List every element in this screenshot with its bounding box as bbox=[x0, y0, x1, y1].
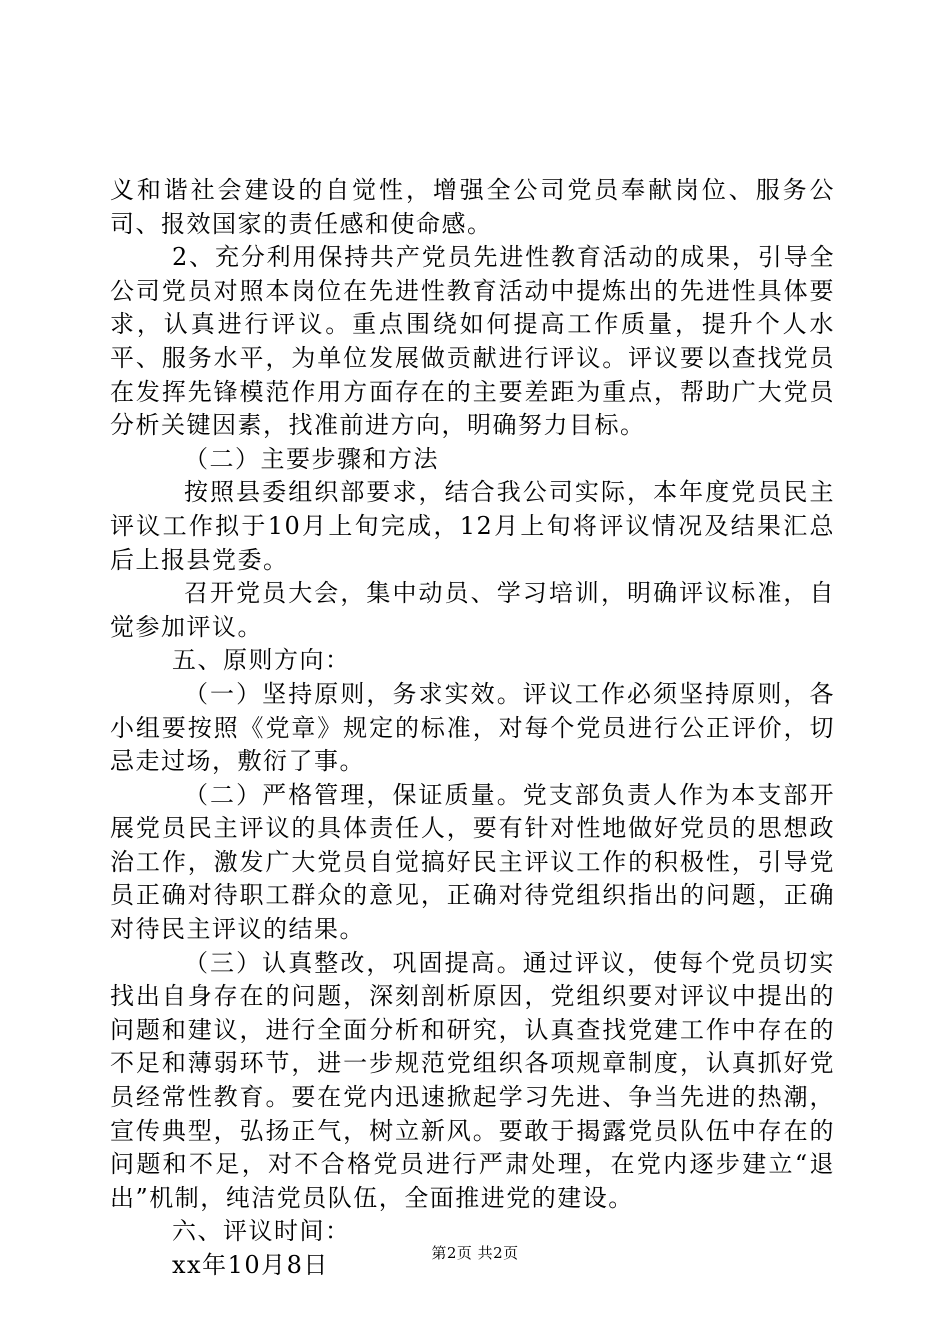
paragraph-principle-1: （一）坚持原则，务求实效。评议工作必须坚持原则，各小组要按照《党章》规定的标准，对每个党员进行公正评价，切忌走过场，敷衍了事。 bbox=[110, 679, 835, 776]
subheading-steps-and-methods: （二）主要步骤和方法 bbox=[184, 444, 439, 473]
heading-review-time: 六、评议时间： bbox=[172, 1217, 351, 1246]
paragraph-continuation: 义和谐社会建设的自觉性，增强全公司党员奉献岗位、服务公司、报效国家的责任感和使命感。 bbox=[110, 176, 835, 238]
heading-principles: 五、原则方向： bbox=[172, 646, 351, 675]
paragraph-principle-2: （二）严格管理，保证质量。党支部负责人作为本支部开展党员民主评议的具体责任人，要有针对性地做好党员的思想政治工作，激发广大党员自觉搞好民主评议工作的积极性，引导党员正确对待职工群众的意见，正确对待党组织指出的问题，正确对待民主评议的结果。 bbox=[110, 780, 835, 944]
document-body bbox=[110, 174, 835, 1283]
paragraph-principle-3: （三）认真整改，巩固提高。通过评议，使每个党员切实找出自身存在的问题，深刻剖析原因，党组织要对评议中提出的问题和建议，进行全面分析和研究，认真查找党建工作中存在的不足和薄弱环节，进一步规范党组织各项规章制度，认真抓好党员经常性教育。要在党内迅速掀起学习先进、争当先进的热潮，宣传典型，弘扬正气，树立新风。要敢于揭露党员队伍中存在的问题和不足，对不合格党员进行严肃处理，在党内逐步建立“退出”机制，纯洁党员队伍，全面推进党的建设。 bbox=[110, 948, 835, 1212]
paragraph-schedule: 按照县委组织部要求，结合我公司实际，本年度党员民主评议工作拟于10月上旬完成，12月上旬将评议情况及结果汇总后上报县党委。 bbox=[110, 478, 835, 574]
paragraph-item-2: 2、充分利用保持共产党员先进性教育活动的成果，引导全公司党员对照本岗位在先进性教育活动中提炼出的先进性具体要求，认真进行评议。重点围绕如何提高工作质量，提升个人水平、服务水平，为单位发展做贡献进行评议。评议要以查找党员在发挥先锋模范作用方面存在的主要差距为重点，帮助广大党员分析关键因素，找准前进方向，明确努力目标。 bbox=[110, 243, 835, 440]
review-date: xx年10月8日 bbox=[172, 1251, 329, 1279]
page-footer: 第2页 共2页 bbox=[431, 1244, 519, 1262]
paragraph-meeting: 召开党员大会，集中动员、学习培训，明确评议标准，自觉参加评议。 bbox=[110, 579, 835, 641]
